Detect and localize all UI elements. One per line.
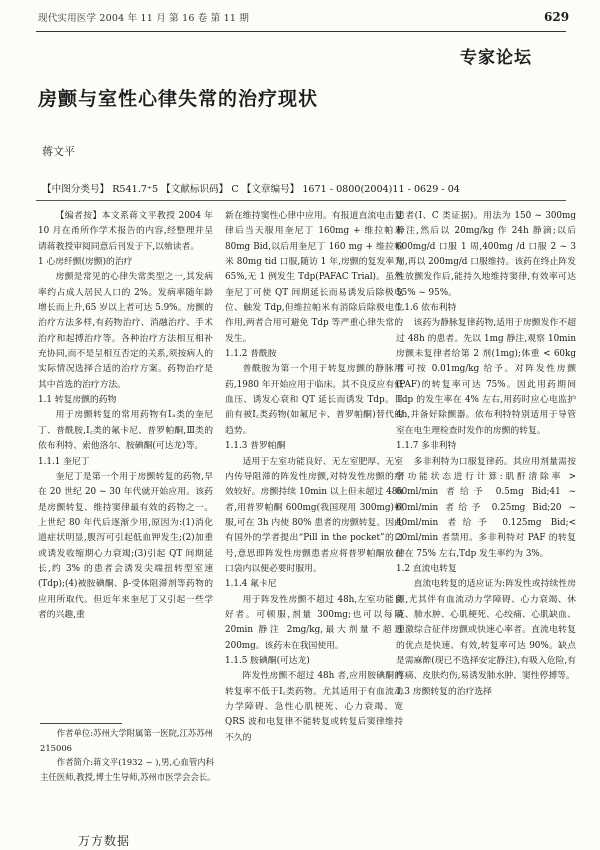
author-bio: 作者简介:蒋文平(1932 ~ ),男,心血管内科主任医师,教授,博士生导师,苏州市医学会会长。	[40, 757, 216, 782]
paragraph: 多非利特为口服复律药。其应用剂量需按肾功能状态进行计算:肌酐清除率 > 60ml/min 者给予 0.5mg Bid;41 ~ 60ml/min 者给予 0.25mg Bid;20 ~ 40ml/min 者给予 0.125mg Bid;< 20ml/min 者禁用。多非利特对 PAF 的转复律在 75% 左右,Tdp 发生率约为 3%。	[396, 456, 576, 559]
author-affiliation: 作者单位:苏州大学附属第一医院,江苏苏州 215006	[40, 728, 214, 753]
section-heading: 1.3 房颤转复的治疗选择	[396, 686, 492, 697]
section-heading: 1.2 直流电转复	[396, 563, 457, 574]
paragraph: 患者(Ⅰ、C 类证据)。用法为 150 ~ 300mg 静注,然后以 20mg/kg 作 24h 静滴;以后 600mg/d 口服 1 周,400mg /d 口服 2 ~ 3 周,再以 200mg/d 口服维持。该药在终止阵发性放颤发作后,能持久地维持窦律,有效率可达 55% ~ 95%。	[396, 211, 576, 298]
subsection-heading: 1.1 转复房颤的药物	[38, 395, 117, 406]
paragraph: 新在维持窦性心律中应用。有报道直流电击复律后当天服用奎尼丁 160mg + 维拉帕米 80mg Bid,以后用奎尼丁 160 mg + 维拉帕米 80mg tid 口服,随访 1 年,房颤的复发率为 65%,无 1 例发生 Tdp(PAFAC Trial)。虽然奎尼丁可使 QT 间期延长而易诱发后除极电位、触发 Tdp,但维拉帕米有消除后除极电位作用,两者合用可避免 Tdp 等严重心律失常的发生。	[225, 211, 403, 344]
text-column-left	[38, 209, 213, 623]
footnote	[40, 726, 218, 784]
author-name: 蒋文平	[42, 145, 75, 158]
paragraph: 该药为静脉复律药物,适用于房颤发作不超过 48h 的患者。先以 1mg 静注,观察 10min 房颤未复律者给第 2 剂(1mg);体重 < 60kg 者可按 0.01mg/kg 给予。对阵发性房颤(PAF)的转复率可达 75%。因此用药期间 Tdp 的发生率在 4% 左右,用药时应心电监护 4h,并备好除颤器。依布利特特别适用于导管室在电生理检查时发作的房颤的转复。	[396, 318, 576, 436]
subsection-heading: 1.1.3 普罗帕酮	[225, 441, 286, 452]
page-number: 629	[544, 10, 570, 24]
paragraph: 用于阵发性房颤不超过 48h,左室功能良好者。可顿服,剂量 300mg;也可以每隔 20min 静注 2mg/kg,最大剂量不超过 200mg。该药未在我国使用。	[225, 594, 403, 651]
footnote-rule	[40, 723, 122, 724]
text-column-middle	[225, 209, 403, 746]
column-tag: 专家论坛	[460, 48, 532, 68]
editor-note: 【编者按】本文系蒋文平教授 2004 年 10 月在甬所作学术报告的内容,经整理并呈请蒋教授审阅同意后刊发于下,以飨读者。	[38, 211, 213, 252]
subsection-heading: 1.1.2 普酰胺	[225, 349, 277, 360]
paragraph: 普酰胺为第一个用于转复房颤的静脉用药,1980 年开始应用于临床。其不良反应有低血压、诱发心衰和 QT 延长而诱发 Tdp。目前有被Ⅰ꜀类药物(如氟尼卡、普罗帕酮)替代的趋势。	[225, 364, 403, 436]
paragraph: 用于房颤转复的常用药物有Ⅰₐ类的奎尼丁、普酰胺,Ⅰ꜀类的氟卡尼、普罗帕酮,Ⅲ类的依布利特、索他洛尔、胺碘酮(可达龙)等。	[38, 410, 213, 452]
paragraph: 直流电转复的适应证为:阵发性或持续性房颤,尤其伴有血流动力学障碍、心力衰竭、休克、肺水肿、心肌梗死、心绞痛、心肌缺血、预激综合征伴房颤或快速心率者。直流电转复的优点是快速、有效,转复率可达 90%。缺点是需麻醉(现已不选择安定静注),有吸入危险,有疼痛、皮肤灼伤,易诱发肺水肿、窦性停搏等。	[396, 579, 576, 682]
classification-line: 【中图分类号】 R541.7⁺5 【文献标识码】 C 【文章编号】 1671 - 0800(2004)11 - 0629 - 04	[42, 184, 460, 195]
header-rule	[36, 31, 566, 32]
paragraph: 奎尼丁是第一个用于房颤转复的药物,早在 20 世纪 20 ~ 30 年代就开始应用。该药是房颤转复、维持窦律最有效的药物之一。上世纪 80 年代后逐渐少用,原因为:(1)消化道症状明显,腹泻可引起低血钾发生;(2)加重或诱发收缩期心力衰竭;(3)引起 QT 间期延长,约 3% 的患者会诱发尖端扭转型室速(Tdp);(4)被胺碘酮、β-受体阻滞剂等药物的应用所取代。但近年来奎尼丁又引起一些学者的兴趣,重	[38, 471, 213, 620]
article-title: 房颤与室性心律失常的治疗现状	[38, 88, 319, 110]
paragraph: 适用于左室功能良好、无左室肥厚、无室内传导阻滞的阵发性房颤,对特发性房颤的疗效较好。房颤持续 10min 以上但未超过 48h 者,用普罗帕酮 600mg(我国现用 300mg)顿服,可在 3h 内使 80% 患者的房颤转复。因此有国外的学者提出“Pill in the pocket”的口号,意思即阵发性房颤患者应将普罗帕酮放在口袋内以便必要时服用。	[225, 456, 403, 574]
subsection-heading: 1.1.7 多非利特	[396, 441, 457, 452]
watermark-text: 万方数据	[78, 834, 131, 848]
subsection-heading: 1.1.6 依布利特	[396, 303, 457, 314]
text-column-right	[396, 209, 576, 700]
subsection-heading: 1.1.5 胺碘酮(可达龙)	[225, 655, 310, 666]
paragraph: 房颤是常见的心律失常类型之一,其发病率约占成人居民人口的 2%。发病率随年龄增长而上升,65 岁以上者可达 5.9%。房颤的治疗方法多样,有药物治疗、消融治疗、手术治疗和起搏治疗等。各种治疗方法相互相补充协同,而不是呈相互否定的关系,须按病人的实际情况选择合适的治疗方案。药物治疗是其中首选的治疗方法。	[38, 272, 213, 390]
classification-rule	[36, 200, 566, 201]
subsection-heading: 1.1.1 奎尼丁	[38, 456, 90, 467]
paragraph: 阵发性房颤不超过 48h 者,应用胺碘酮的转复率不低于Ⅰ꜀类药物。尤其适用于有血流动力学障碍、急性心肌梗死、心力衰竭、宽 QRS 波和电复律不能转复或转复后窦律维持不久的	[225, 671, 403, 743]
section-heading: 1 心房纤颤(房颤)的治疗	[38, 257, 133, 268]
subsection-heading: 1.1.4 氟卡尼	[225, 579, 277, 590]
running-head: 现代实用医学 2004 年 11 月 第 16 卷 第 11 期	[38, 13, 250, 24]
